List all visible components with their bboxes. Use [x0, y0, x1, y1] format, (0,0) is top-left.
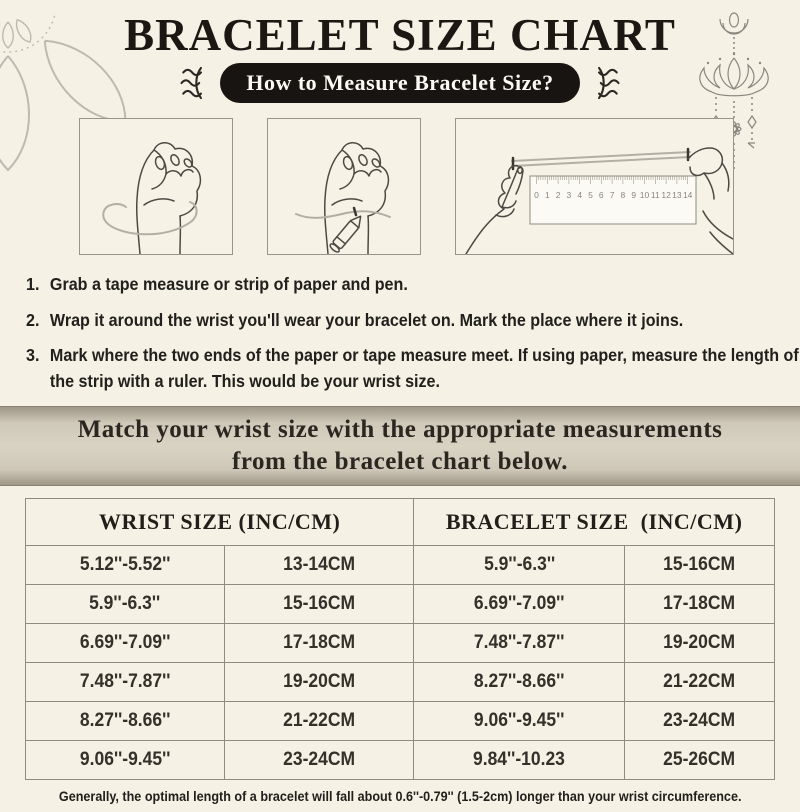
svg-text:3: 3	[566, 190, 572, 201]
step-3	[26, 342, 800, 395]
table-cell: 9.84''-10.23	[414, 741, 625, 780]
table-cell: 15-16CM	[625, 546, 775, 585]
table-row	[26, 741, 775, 780]
table-cell: 5.9''-6.3''	[414, 546, 625, 585]
step-1	[26, 271, 800, 297]
table-cell: 13-14CM	[224, 546, 414, 585]
table-cell: 19-20CM	[625, 624, 775, 663]
size-table-body	[26, 546, 775, 780]
step-2	[26, 307, 800, 333]
illustration-wrap-tape	[79, 118, 233, 255]
footer-note: Generally, the optimal length of a bracelet will fall about 0.6''-0.79'' (1.5-2cm) longer than your wrist circumference.	[58, 788, 742, 805]
table-cell: 6.69''-7.09''	[26, 624, 225, 663]
table-cell: 7.48''-7.87''	[414, 624, 625, 663]
svg-text:10: 10	[639, 190, 650, 201]
table-row	[26, 663, 775, 702]
table-cell: 7.48''-7.87''	[26, 663, 225, 702]
banner-text: Match your wrist size with the appropriate measurements from the bracelet chart below.	[77, 415, 723, 476]
squiggle-bracket-right-icon	[592, 62, 622, 104]
illustration-ruler-measure	[455, 118, 734, 255]
table-row	[26, 546, 775, 585]
table-cell: 23-24CM	[224, 741, 414, 780]
table-cell: 9.06''-9.45''	[414, 702, 625, 741]
svg-text:12: 12	[661, 190, 671, 201]
svg-text:8: 8	[620, 190, 626, 201]
table-cell: 8.27''-8.66''	[26, 702, 225, 741]
step-text: Grab a tape measure or strip of paper and pen.	[49, 274, 408, 295]
step-number: 2.	[26, 309, 40, 330]
illustration-row	[79, 118, 800, 255]
table-cell: 5.9''-6.3''	[26, 585, 225, 624]
table-cell: 6.69''-7.09''	[414, 585, 625, 624]
svg-text:4: 4	[577, 190, 583, 201]
table-row	[26, 702, 775, 741]
badge-row	[0, 62, 800, 104]
table-cell: 15-16CM	[224, 585, 414, 624]
step-text: Mark where the two ends of the paper or tape measure meet. If using paper, measure the length of the strip with a ruler. This would be your wrist size.	[49, 344, 799, 391]
svg-text:7: 7	[609, 190, 615, 201]
svg-text:1: 1	[544, 190, 550, 201]
svg-text:11: 11	[650, 190, 660, 201]
match-size-banner	[0, 406, 800, 486]
svg-text:0: 0	[534, 190, 539, 201]
svg-text:14: 14	[682, 190, 693, 201]
table-cell: 9.06''-9.45''	[26, 741, 225, 780]
table-cell: 8.27''-8.66''	[414, 663, 625, 702]
step-number: 3.	[26, 344, 40, 365]
wrist-size-header: WRIST SIZE (INC/CM)	[26, 499, 414, 546]
table-cell: 17-18CM	[224, 624, 414, 663]
table-cell: 19-20CM	[224, 663, 414, 702]
squiggle-bracket-left-icon	[178, 62, 208, 104]
table-header-row	[26, 499, 775, 546]
table-row	[26, 624, 775, 663]
svg-text:6: 6	[598, 190, 604, 201]
size-chart-table	[25, 498, 775, 780]
table-cell: 25-26CM	[625, 741, 775, 780]
svg-text:2: 2	[555, 190, 561, 201]
ruler-numbers	[534, 190, 693, 200]
page-title: BRACELET SIZE CHART	[124, 10, 676, 60]
table-cell: 21-22CM	[625, 663, 775, 702]
table-cell: 5.12''-5.52''	[26, 546, 225, 585]
svg-text:9: 9	[631, 190, 637, 201]
step-number: 1.	[26, 274, 40, 295]
step-text: Wrap it around the wrist you'll wear your bracelet on. Mark the place where it joins.	[49, 309, 684, 330]
instruction-steps	[26, 271, 800, 394]
how-to-measure-badge: How to Measure Bracelet Size?	[220, 63, 579, 103]
table-cell: 17-18CM	[625, 585, 775, 624]
bracelet-size-header: BRACELET SIZE (INC/CM)	[414, 499, 775, 546]
table-cell: 21-22CM	[224, 702, 414, 741]
svg-text:5: 5	[588, 190, 593, 201]
table-cell: 23-24CM	[625, 702, 775, 741]
illustration-mark-wrist	[267, 118, 421, 255]
table-row	[26, 585, 775, 624]
svg-text:13: 13	[672, 190, 682, 201]
